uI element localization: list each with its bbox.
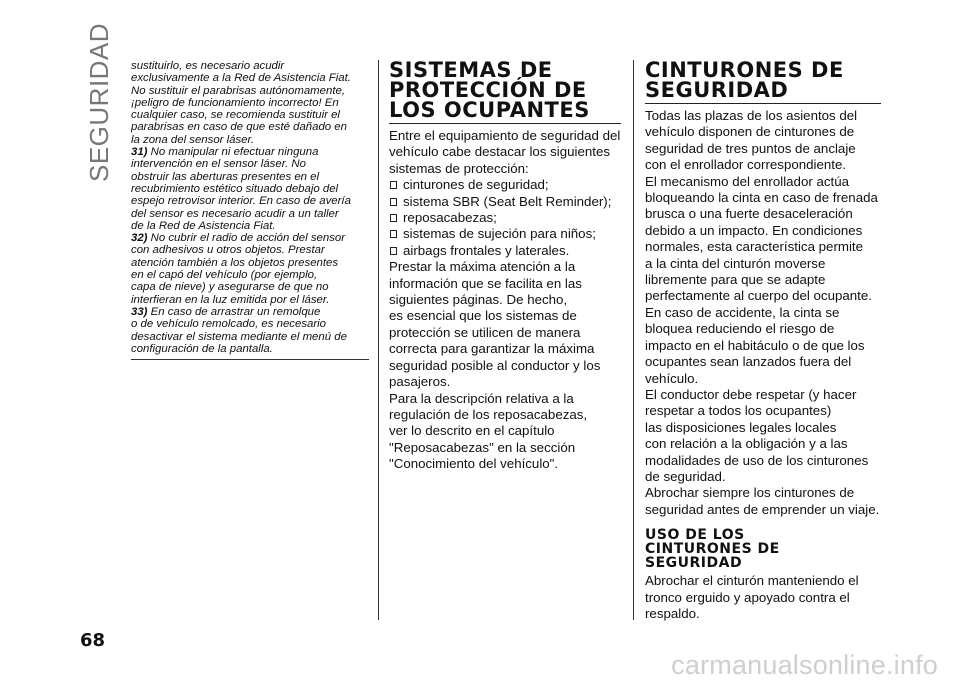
section-title-text: SEGURIDAD <box>84 22 114 182</box>
list-item: sistemas de sujeción para niños; <box>389 226 621 242</box>
note-number: 31) <box>131 146 148 159</box>
paragraph: Todas las plazas de los asientos del vehículo disponen de cinturones de seguridad de tres puntos de anclaje con el enrollador correspondiente. <box>645 108 858 173</box>
notes-column <box>131 60 369 360</box>
protection-systems-list <box>389 177 621 259</box>
subheading-use-of-seat-belts: USO DE LOS CINTURONES DE SEGURIDAD <box>645 527 780 572</box>
square-bullet-icon <box>390 198 397 206</box>
protection-systems-column <box>389 60 621 473</box>
list-item: reposacabezas; <box>389 210 621 226</box>
square-bullet-icon <box>390 230 397 238</box>
column-divider-1 <box>378 60 379 620</box>
paragraph: Abrochar el cinturón manteniendo el tronco erguido y apoyado contra el respaldo. <box>645 573 859 621</box>
notes-intro: sustituirlo, es necesario acudir exclusivamente a la Red de Asistencia Fiat. No sustituir el parabrisas autónomamente, ¡peligro de funcionamiento incorrecto! En cualquier caso, se recomienda sustituir el parabrisas en caso de que esté dañado en la zona del sensor láser. <box>131 60 351 146</box>
note-31: 31) No manipular ni efectuar ninguna intervención en el sensor láser. No obstruir las aberturas presentes en el recubrimiento estético situado debajo del espejo retrovisor interior. En caso de avería del sensor es necesario acudir a un taller de la Red de Asistencia Fiat. <box>131 146 351 232</box>
note-number: 32) <box>131 232 148 245</box>
intro-paragraph: Entre el equipamiento de seguridad del vehículo cabe destacar los siguientes sistemas de protección: <box>389 128 621 176</box>
paragraph: Abrochar siempre los cinturones de seguridad antes de emprender un viaje. <box>645 485 880 517</box>
heading-seat-belts: CINTURONES DE SEGURIDAD <box>645 60 881 104</box>
section-side-title <box>80 22 114 182</box>
list-item: airbags frontales y laterales. <box>389 243 621 259</box>
square-bullet-icon <box>390 181 397 189</box>
square-bullet-icon <box>390 247 397 255</box>
paragraph: Para la descripción relativa a la regulación de los reposacabezas, ver lo descrito en el capítulo "Reposacabezas" en la sección "Conocimiento del vehículo". <box>389 390 588 472</box>
page-number: 68 <box>80 630 106 651</box>
seat-belts-column <box>645 60 881 622</box>
protection-systems-body <box>389 128 621 473</box>
note-33: 33) En caso de arrastrar un remolque o de vehículo remolcado, es necesario desactivar el sistema mediante el menú de configuración de la pantalla. <box>131 305 347 355</box>
notes-end-rule <box>131 359 369 360</box>
paragraph: En caso de accidente, la cinta se bloquea reduciendo el riesgo de impacto en el habitáculo o de que los ocupantes sean lanzados fuera del vehículo. <box>645 304 865 386</box>
list-item: cinturones de seguridad; <box>389 177 621 193</box>
square-bullet-icon <box>390 214 397 222</box>
paragraph: Prestar la máxima atención a la información que se facilita en las siguientes páginas. De hecho, es esencial que los sistemas de protección se utilicen de manera correcta para garantizar la máxima seguridad posible al conductor y los pasajeros. <box>389 259 601 390</box>
watermark: carmanualsonline.info <box>671 650 938 680</box>
seat-belts-body <box>645 108 881 518</box>
paragraph: El mecanismo del enrollador actúa bloqueando la cinta en caso de frenada brusca o una fuerte desaceleración debido a un impacto. En condiciones normales, esta característica permite a la cinta del cinturón moverse libremente para que se adapte perfectamente al cuerpo del ocupante. <box>645 173 878 304</box>
list-item: sistema SBR (Seat Belt Reminder); <box>389 194 621 210</box>
note-32: 32) No cubrir el radio de acción del sensor con adhesivos u otros objetos. Prestar atención también a los objetos presentes en el capó del vehículo (por ejemplo, capa de nieve) y asegurarse de que no interfieran en la luz emitida por el láser. <box>131 232 346 306</box>
note-number: 33) <box>131 305 148 318</box>
use-seat-belts-body <box>645 573 881 622</box>
column-divider-2 <box>633 60 634 620</box>
paragraph: El conductor debe respetar (y hacer respetar a todos los ocupantes) las disposiciones legales locales con relación a la obligación y a las modalidades de uso de los cinturones de seguridad. <box>645 386 869 484</box>
heading-protection-systems: SISTEMAS DE PROTECCIÓN DE LOS OCUPANTES <box>389 60 621 124</box>
